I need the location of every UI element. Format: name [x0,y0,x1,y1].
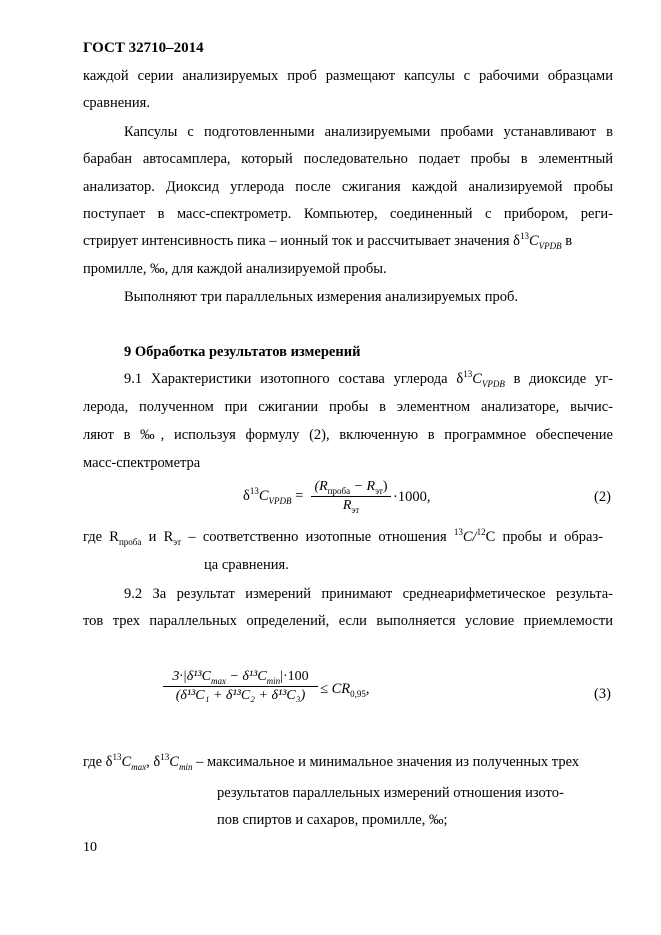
paragraph-line: анализатор. Диоксид углерода после сжигания каждой анализируемой пробы [83,179,613,195]
fraction: $3\cdot|\delta^{13}C_{max} - \delta^{13}C_{min}|\cdot 100$ (δ¹³C₁ + δ¹³C₂ + δ¹³C₃) [163,670,318,703]
paragraph-line: ца сравнения. [204,557,289,573]
document-header: ГОСТ 32710–2014 [83,40,204,56]
paragraph-line: тов трех параллельных определений, если выполняется условие приемлемости [83,613,613,629]
paragraph-line: пов спиртов и сахаров, промилле, ‰; [217,812,448,828]
fraction: $(R_{проба} - R_{эт})$ $R_{эт}$ [311,480,391,513]
paragraph-line: поступает в масс-спектрометр. Компьютер, соединенный с прибором, реги- [83,206,613,222]
paragraph-line: лерода, полученном при сжигании пробы в элементном анализаторе, вычис- [83,399,613,415]
paragraph-line: стрирует интенсивность пика – ионный ток и рассчитывает значения $\delta^{13}C_{VPDB}$ в [83,231,573,251]
paragraph-line: масс-спектрометра [83,455,201,471]
paragraph-line: 9.1 Характеристики изотопного состава углерода $\delta^{13}C_{VPDB}$ в диоксиде уг- [124,369,613,389]
fraction-bar [163,686,318,687]
paragraph-line: промилле, ‰, для каждой анализируемой пробы. [83,261,387,277]
paragraph-line: Выполняют три параллельных измерения анализируемых проб. [124,289,519,305]
paragraph-line: где $\delta^{13}C_{max}$, $\delta^{13}C_{min}$ – максимальное и минимальное значения из полученных трех [83,752,580,772]
paragraph-line: барабан автосамплера, который последовательно подает пробы в элементный [83,151,613,167]
paragraph-line: каждой серии анализируемых проб размещают капсулы с рабочими образцами [83,68,613,84]
paragraph-line: 9.2 За результат измерений принимают среднеарифметическое результа- [124,586,613,602]
page-number: 10 [83,840,97,855]
paragraph-line: результатов параллельных измерений отношения изото- [217,785,564,801]
section-heading: 9 Обработка результатов измерений [124,344,361,360]
paragraph-line: сравнения. [83,95,150,111]
paragraph-line: где $R_{проба}$ и $R_{эт}$ – соответственно изотопные отношения $^{13}$C/$^{12}$C пробы и образ- [83,527,604,547]
equation-number: (2) [594,489,611,505]
paragraph-line: Капсулы с подготовленными анализируемыми пробами устанавливают в [124,124,613,140]
equation-number: (3) [594,686,611,702]
fraction-bar [311,496,391,497]
paragraph-line: ляют в ‰, используя формулу (2), включенную в программное обеспечение [83,427,613,443]
